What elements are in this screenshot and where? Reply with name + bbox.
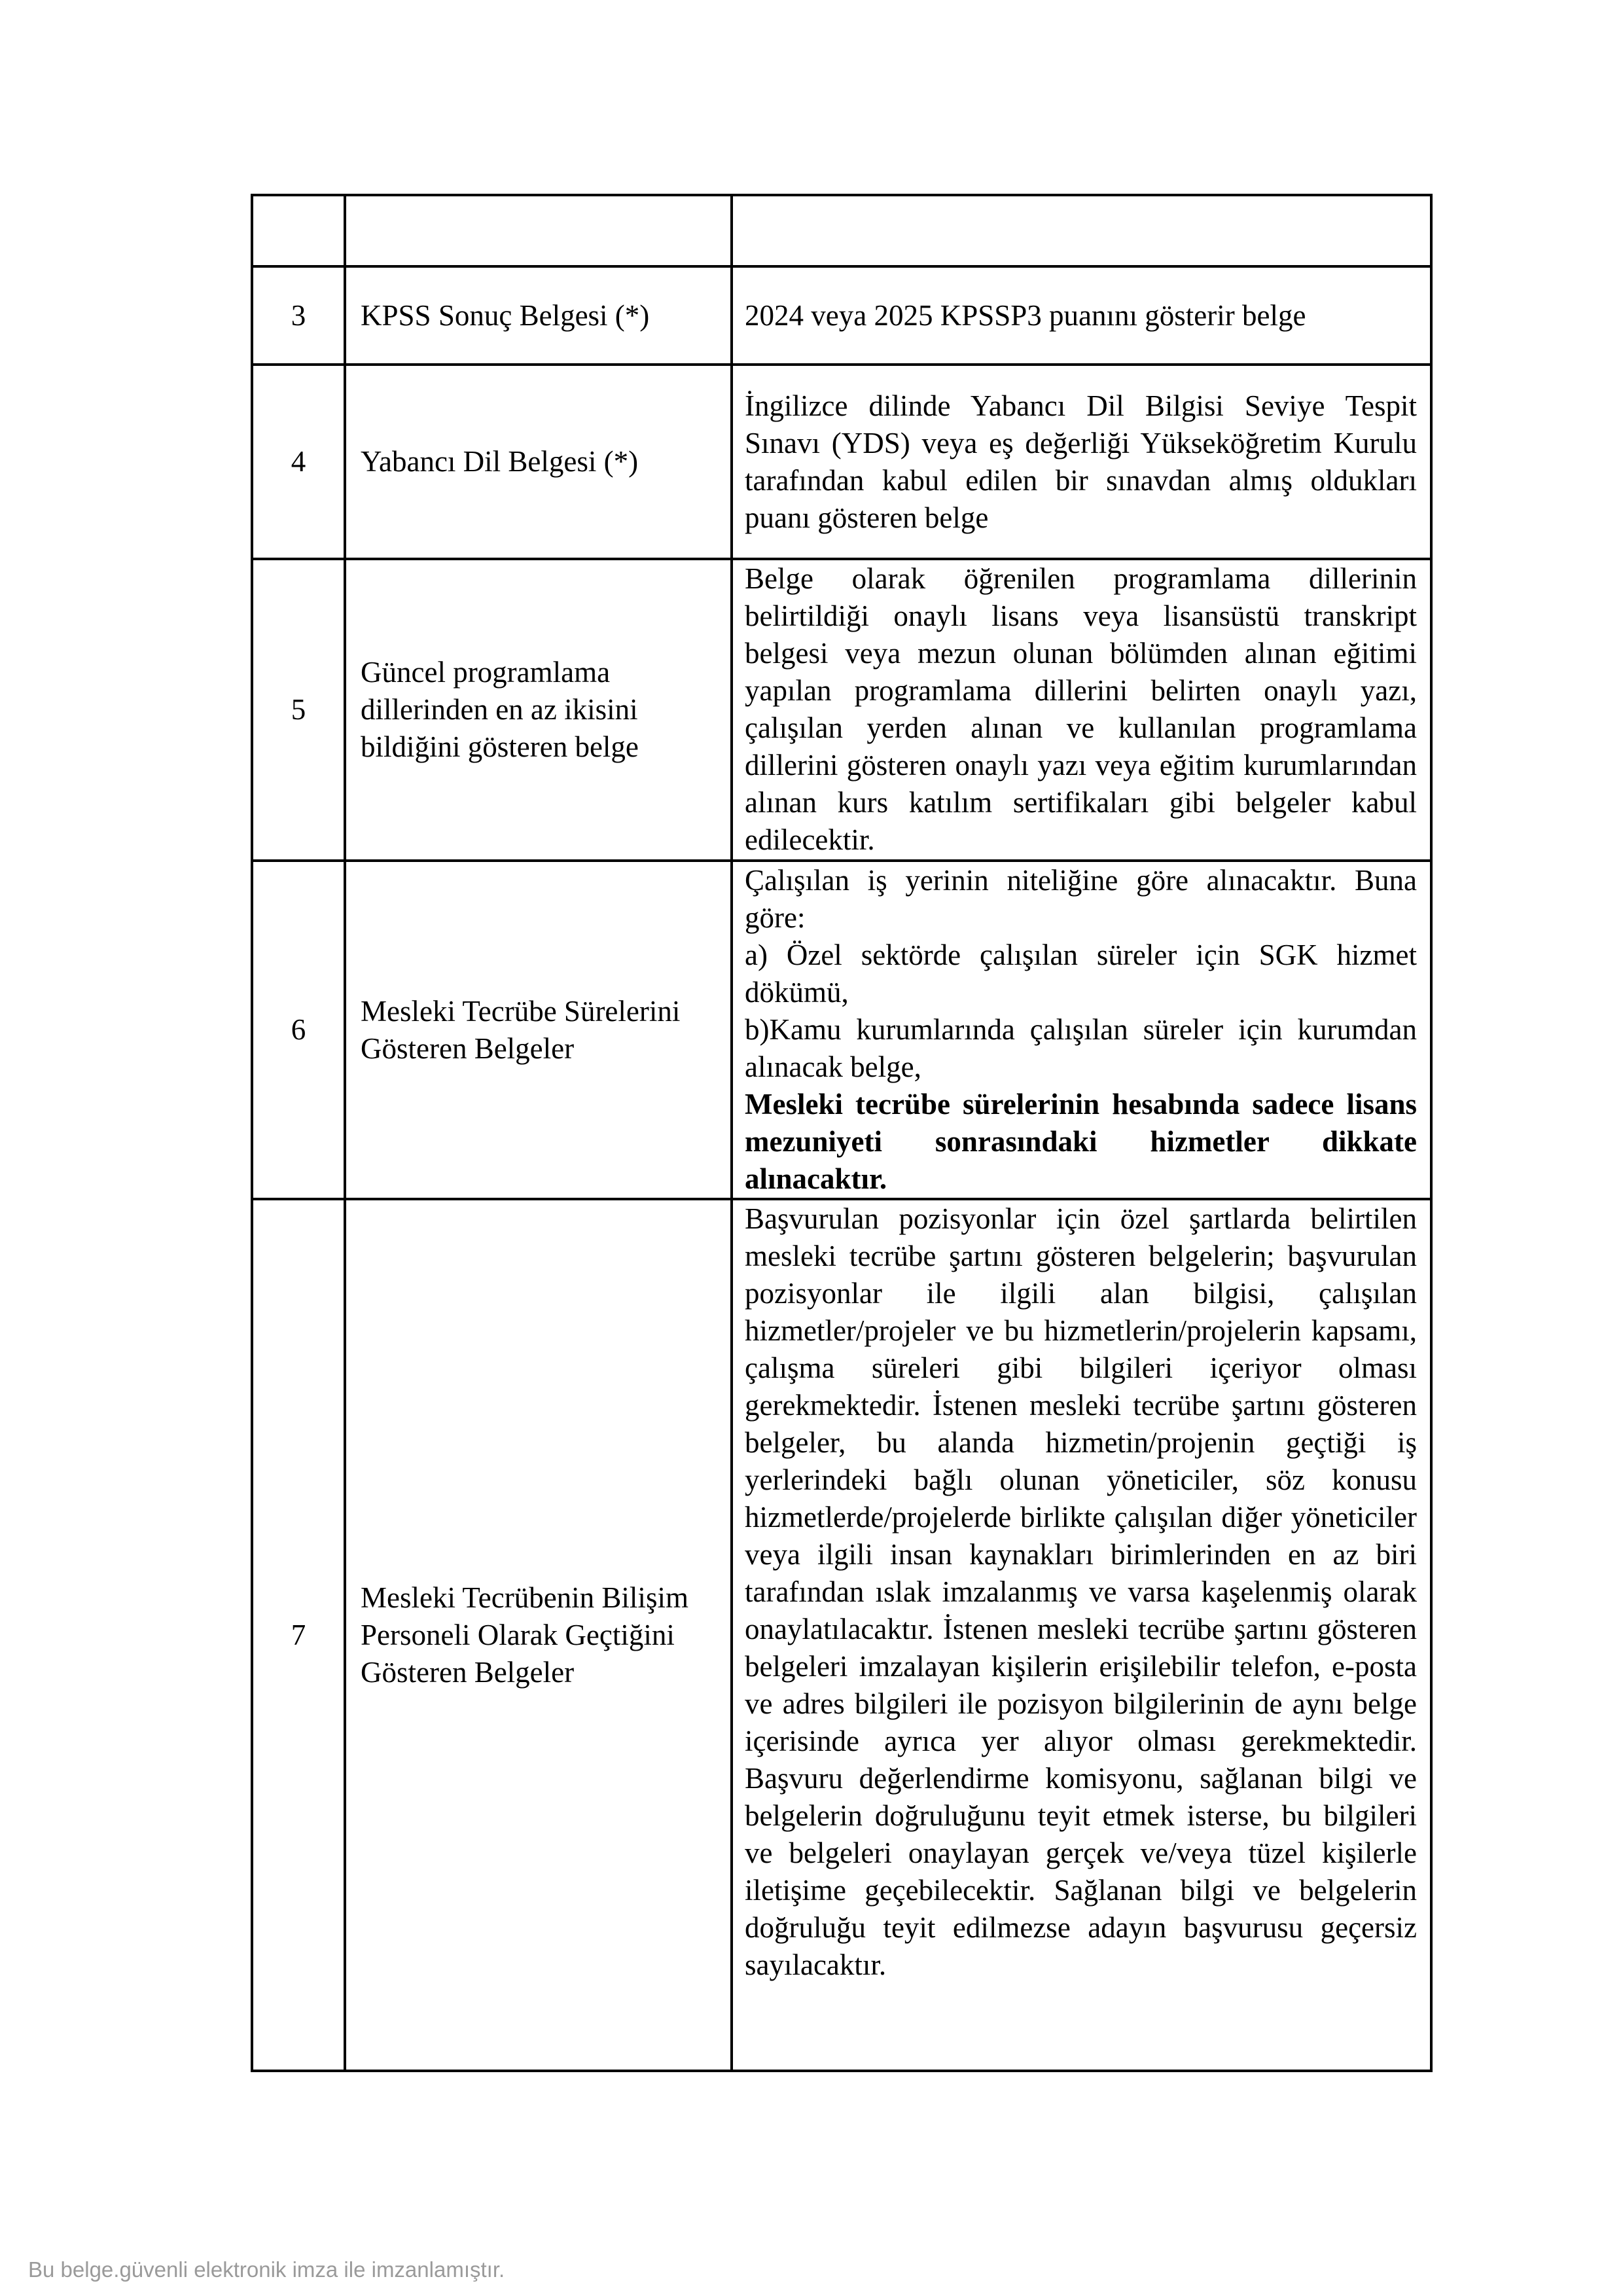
document-description-cell <box>732 266 1431 365</box>
row-number-cell: 6 <box>252 861 345 1199</box>
document-name-cell: Yabancı Dil Belgesi (*) <box>345 365 732 559</box>
description-paragraph: 2024 veya 2025 KPSSP3 puanını gösterir belge <box>745 298 1306 332</box>
table-row-programming-languages <box>252 559 1431 861</box>
document-name-cell: Mesleki Tecrübenin Bilişim Personeli Olarak Geçtiğini Gösteren Belgeler <box>345 1199 732 2071</box>
row-number-cell: 4 <box>252 365 345 559</box>
document-name-cell <box>345 195 732 266</box>
description-paragraph: Belge olarak öğrenilen programlama dillerinin belirtildiği onaylı lisans veya lisansüstü transkript belgesi veya mezun olunan bölümden alınan eğitimi yapılan programlama dillerini belirten onaylı yazı, çalışılan yerden alınan ve kullanılan programlama dillerini gösteren onaylı yazı veya eğitim kurumlarından alınan kurs katılım sertifikaları gibi belgeler kabul edilecektir. <box>745 562 1417 856</box>
document-description-cell <box>732 195 1431 266</box>
document-description-cell <box>732 559 1431 861</box>
row-number-cell: 5 <box>252 559 345 861</box>
row-number-cell: 7 <box>252 1199 345 2071</box>
description-paragraph: İngilizce dilinde Yabancı Dil Bilgisi Seviye Tespit Sınavı (YDS) veya eş değerliği Yükseköğretim Kurulu tarafından kabul edilen bir sınavdan almış oldukları puanı gösteren belge <box>745 389 1417 534</box>
document-description-cell <box>732 861 1431 1199</box>
required-documents-table <box>251 194 1433 2072</box>
row-number-cell: 3 <box>252 266 345 365</box>
description-paragraph: Başvurulan pozisyonlar için özel şartlarda belirtilen mesleki tecrübe şartını gösteren belgelerin; başvurulan pozisyonlar ile ilgili alan bilgisi, çalışılan hizmetler/projeler ve bu hizmetlerin/projelerin kapsamı, çalışma süreleri gibi bilgileri içeriyor olması gerekmektedir. İstenen mesleki tecrübe şartını gösteren belgeler, bu alanda hizmetin/projenin geçtiği iş yerlerindeki bağlı olunan yöneticiler, söz konusu hizmetlerde/projelerde birlikte çalışılan diğer yöneticiler veya ilgili insan kaynakları birimlerinden en az biri tarafından ıslak imzalanmış ve varsa kaşelenmiş olarak onaylatılacaktır. İstenen mesleki tecrübe şartını gösteren belgeleri imzalayan kişilerin erişilebilir telefon, e-posta ve adres bilgileri ile pozisyon bilgilerinin de aynı belge içerisinde ayrıca yer alıyor olması gerekmektedir. Başvuru değerlendirme komisyonu, sağlanan bilgi ve belgelerin doğruluğunu teyit etmek isterse, bu bilgileri ve belgeleri onaylayan gerçek ve/veya tüzel kişilerle iletişime geçebilecektir. Sağlanan bilgi ve belgelerin doğruluğu teyit edilmezse adayın başvurusu geçersiz sayılacaktır. <box>745 1202 1417 1981</box>
description-item-a: a) Özel sektörde çalışılan süreler için SGK hizmet dökümü, <box>745 939 1417 1009</box>
table-row-blank <box>252 195 1431 266</box>
description-item-b: b)Kamu kurumlarında çalışılan süreler için kurumdan alınacak belge, <box>745 1013 1417 1083</box>
description-paragraph: Çalışılan iş yerinin niteliğine göre alınacaktır. Buna göre: <box>745 864 1417 934</box>
row-number-cell <box>252 195 345 266</box>
table-row-kpss <box>252 266 1431 365</box>
document-name-cell: Güncel programlama dillerinden en az ikisini bildiğini gösteren belge <box>345 559 732 861</box>
document-description-cell <box>732 365 1431 559</box>
table-row-experience-durations <box>252 861 1431 1199</box>
e-signature-footer-note: Bu belge.güvenli elektronik imza ile imzanlamıştır. <box>28 2257 505 2282</box>
description-emphasis-note: Mesleki tecrübe sürelerinin hesabında sadece lisans mezuniyeti sonrasındaki hizmetler dikkate alınacaktır. <box>745 1088 1417 1195</box>
table-row-foreign-language <box>252 365 1431 559</box>
table-row-it-experience <box>252 1199 1431 2071</box>
document-name-cell: KPSS Sonuç Belgesi (*) <box>345 266 732 365</box>
document-name-cell: Mesleki Tecrübe Sürelerini Gösteren Belgeler <box>345 861 732 1199</box>
document-description-cell <box>732 1199 1431 2071</box>
